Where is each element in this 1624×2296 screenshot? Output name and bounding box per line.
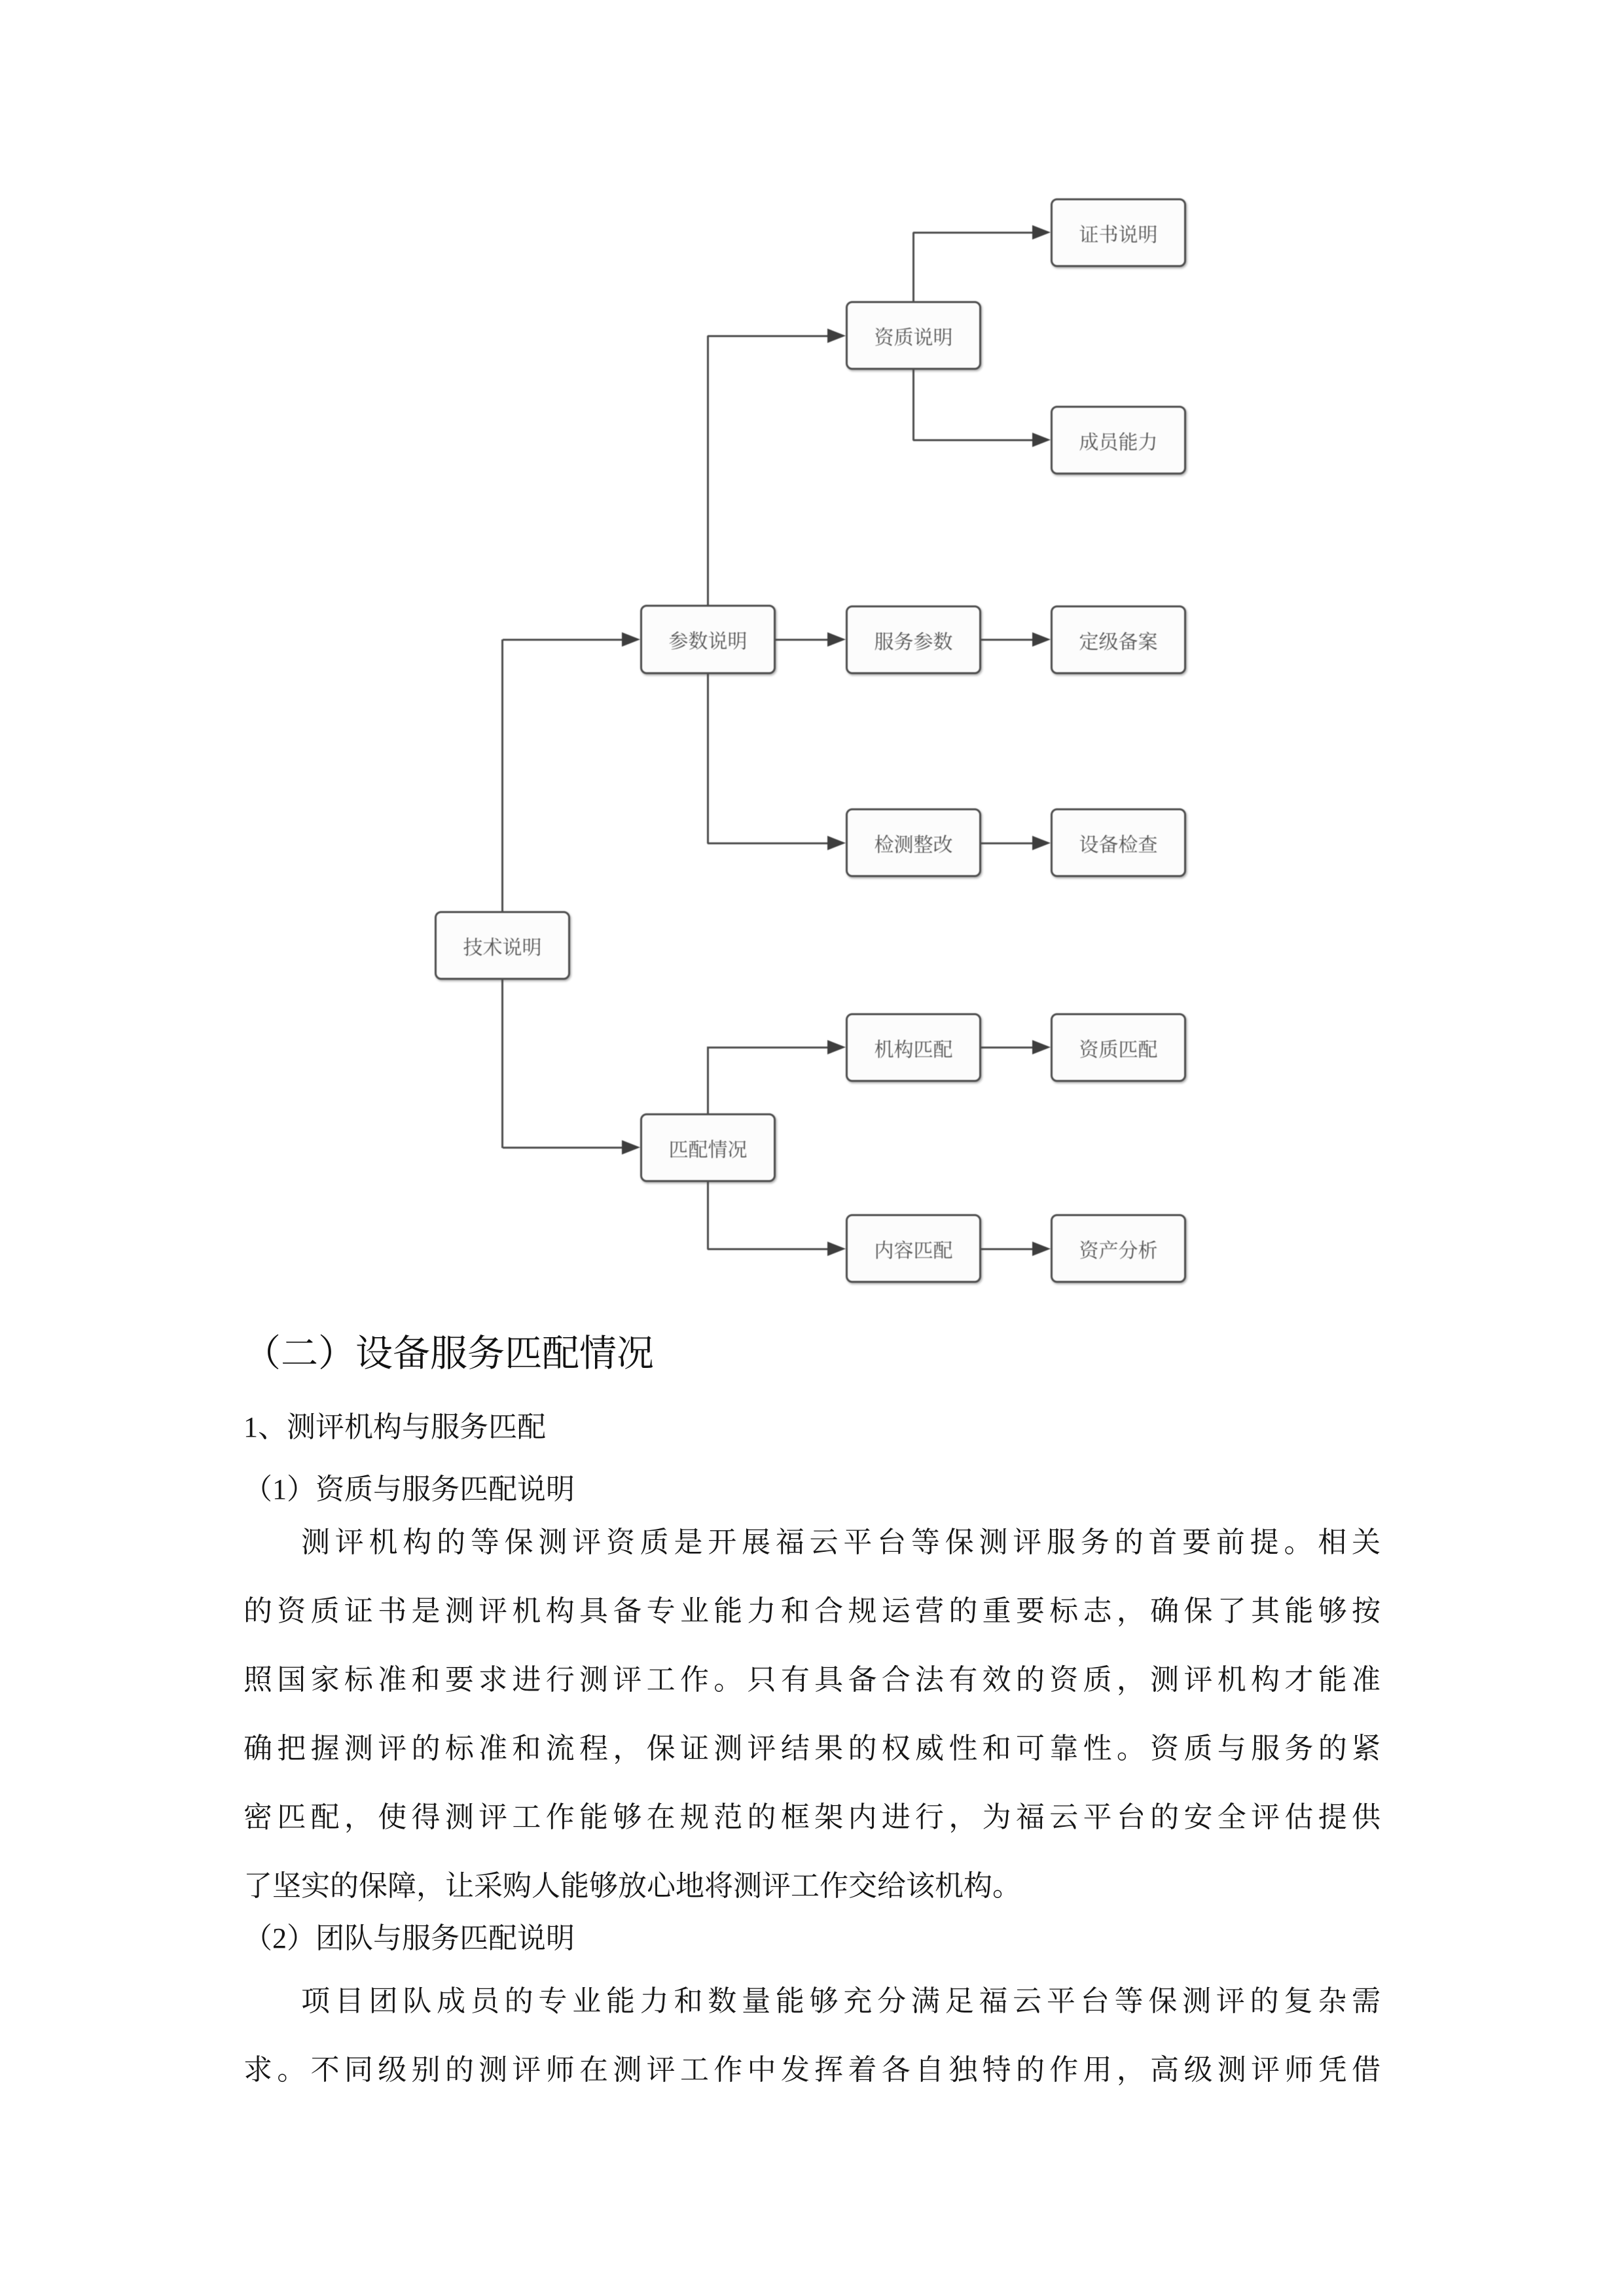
paragraph-line: 确把握测评的标准和流程，保证测评结果的权威性和可靠性。资质与服务的紧	[244, 1732, 1380, 1765]
connector-qualification-to-member-h	[913, 439, 1032, 441]
node-label: 内容匹配	[874, 1240, 953, 1262]
connector-matching-to-organization-v	[707, 1047, 709, 1114]
connector-matching-to-content-v	[707, 1181, 709, 1249]
node-label: 技术说明	[463, 937, 542, 959]
connector-qualification-to-member-v	[912, 368, 914, 440]
connector-parameter-to-inspection-v	[707, 673, 709, 844]
flowchart-node-equipment-inspection	[1051, 808, 1186, 877]
flowchart-node-tech-description	[435, 911, 570, 980]
paragraph-line: 项目团队成员的专业能力和数量能够充分满足福云平台等保测评的复杂需	[301, 1985, 1380, 2017]
connector-arrow	[827, 329, 846, 343]
paragraph-line: 密匹配，使得测评工作能够在规范的框架内进行，为福云平台的安全评估提供	[244, 1801, 1380, 1833]
flowchart-node-certificate-description	[1051, 198, 1186, 267]
connector-qualification-to-certificate-v	[912, 232, 914, 302]
paragraph-line: 测评机构的等保测评资质是开展福云平台等保测评服务的首要前提。相关	[301, 1526, 1380, 1558]
connector-parameter-to-inspection-h	[708, 842, 827, 844]
clause-2-title: （2）团队与服务匹配说明	[244, 1922, 575, 1954]
connector-arrow	[827, 1242, 846, 1256]
paragraph-line: 照国家标准和要求进行测评工作。只有具备合法有效的资质，测评机构才能准	[244, 1664, 1380, 1696]
connector-root-to-parameter-h	[503, 639, 622, 641]
connector-arrow	[1032, 632, 1051, 647]
flowchart-node-qualification-description	[846, 301, 981, 370]
connector-root-to-matching-h	[503, 1147, 622, 1149]
flowchart-node-content-matching	[846, 1214, 981, 1283]
node-label: 服务参数	[874, 631, 953, 653]
node-label: 证书说明	[1079, 224, 1158, 246]
node-label: 成员能力	[1079, 431, 1158, 454]
connector-parameter-to-service-h	[776, 639, 827, 641]
flowchart-node-organization-matching	[846, 1013, 981, 1082]
node-label: 匹配情况	[668, 1139, 748, 1161]
connector-arrow	[1032, 225, 1051, 240]
clause-1-title: （1）资质与服务匹配说明	[244, 1473, 575, 1505]
flowchart-node-inspection-rectification	[846, 808, 981, 877]
paragraph-line: 求。不同级别的测评师在测评工作中发挥着各自独特的作用，高级测评师凭借	[244, 2054, 1380, 2086]
connector-arrow	[1032, 1040, 1051, 1054]
node-label: 资质说明	[874, 327, 953, 349]
connector-arrow	[827, 836, 846, 850]
flowchart-node-matching-status	[640, 1113, 776, 1182]
paragraph-line: 了坚实的保障，让采购人能够放心地将测评工作交给该机构。	[244, 1870, 1021, 1902]
flowchart-node-parameter-description	[640, 605, 776, 674]
connector-arrow	[622, 632, 640, 647]
connector-root-to-matching-v	[501, 978, 503, 1148]
connector-parameter-to-qualification-h	[708, 335, 827, 337]
connector-matching-to-organization-h	[708, 1047, 827, 1049]
connector-organization-to-qualmatch-h	[981, 1047, 1032, 1049]
flowchart-node-grading-filing	[1051, 605, 1186, 674]
connector-arrow	[622, 1140, 640, 1155]
node-label: 参数说明	[668, 631, 748, 653]
connector-service-to-grading-h	[981, 639, 1032, 641]
clause-1-paragraph	[244, 1508, 1380, 1920]
connector-content-to-asset-h	[981, 1248, 1032, 1250]
flowchart-node-service-parameters	[846, 605, 981, 674]
node-label: 定级备案	[1079, 631, 1158, 653]
connector-arrow	[827, 1040, 846, 1054]
flowchart-node-qualification-matching	[1051, 1013, 1186, 1082]
section-heading: （二）设备服务匹配情况	[244, 1333, 654, 1374]
connector-arrow	[1032, 836, 1051, 850]
clause-2-paragraph	[244, 1967, 1380, 2104]
connector-root-to-parameter-v	[501, 639, 503, 912]
flowchart-node-member-capability	[1051, 406, 1186, 475]
connector-parameter-to-qualification-v	[707, 336, 709, 605]
connector-arrow	[827, 632, 846, 647]
node-label: 机构匹配	[874, 1039, 953, 1061]
connector-qualification-to-certificate-h	[913, 232, 1032, 234]
node-label: 资产分析	[1079, 1240, 1158, 1262]
node-label: 检测整改	[874, 834, 953, 856]
node-label: 资质匹配	[1079, 1039, 1158, 1061]
node-label: 设备检查	[1079, 834, 1158, 856]
flowchart-node-asset-analysis	[1051, 1214, 1186, 1283]
connector-arrow	[1032, 433, 1051, 447]
paragraph-line: 的资质证书是测评机构具备专业能力和合规运营的重要标志，确保了其能够按	[244, 1595, 1380, 1627]
connector-matching-to-content-h	[708, 1248, 827, 1250]
subsection-title: 1、测评机构与服务匹配	[244, 1411, 546, 1443]
connector-arrow	[1032, 1242, 1051, 1256]
connector-inspection-to-equipment-h	[981, 842, 1032, 844]
